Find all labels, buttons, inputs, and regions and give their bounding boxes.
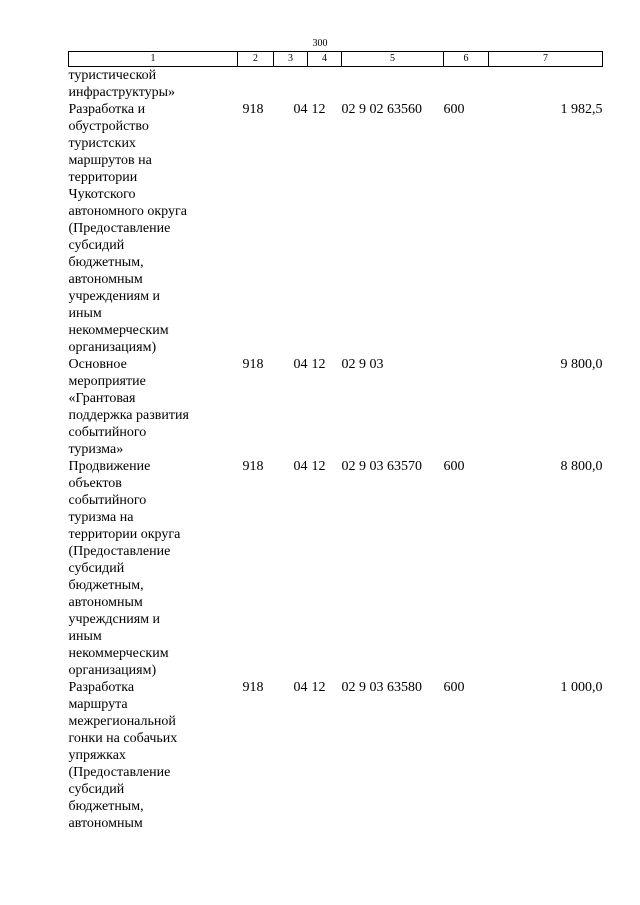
row-name-line: туризма» — [68, 442, 124, 457]
header-col-1: 1 — [69, 52, 238, 67]
row-name-line: субсидий — [68, 782, 125, 797]
row-name-line: межрегиональной — [68, 714, 176, 729]
row-name-line: иным — [68, 306, 102, 321]
row-name-line: некоммерческим — [68, 323, 169, 338]
budget-table — [68, 51, 603, 832]
row-section-code: 04 — [293, 102, 308, 117]
row-section-code: 04 — [293, 357, 308, 372]
row-name — [69, 679, 238, 832]
row-amount: 1 982,5 — [560, 102, 603, 117]
row-name-line: мероприятие — [68, 374, 146, 389]
row-name-line: организациям) — [68, 663, 157, 678]
row-amount — [489, 67, 603, 102]
row-name-line: инфраструктуры» — [68, 85, 176, 100]
row-name-line: автономного округа — [68, 204, 187, 219]
row-name-line: некоммерческим — [68, 646, 169, 661]
row-name-line: маршрута — [68, 697, 128, 712]
row-name-line: Основное — [68, 357, 127, 372]
row-expense-type — [444, 67, 489, 102]
row-name-line: (Предоставление — [68, 765, 171, 780]
row-name-line: автономным — [68, 816, 143, 831]
row-target-article — [342, 67, 444, 102]
table-row — [69, 67, 603, 102]
row-name-line: организациям) — [68, 340, 157, 355]
row-ved-code: 918 — [242, 102, 264, 117]
row-target-article: 02 9 02 63560 — [341, 102, 422, 117]
row-subsection-code — [308, 67, 342, 102]
row-ved-code: 918 — [242, 680, 264, 695]
header-row — [69, 52, 603, 67]
row-name-line: событийного — [68, 493, 147, 508]
header-col-3: 3 — [274, 52, 308, 67]
row-name-line: бюджетным, — [68, 255, 144, 270]
row-name-line: территории — [68, 170, 138, 185]
table-body — [69, 67, 603, 833]
row-name-line: субсидий — [68, 561, 125, 576]
row-target-article: 02 9 03 63580 — [341, 680, 422, 695]
row-name-line: Чукотского — [68, 187, 136, 202]
row-target-article: 02 9 03 — [341, 357, 384, 372]
row-target-article: 02 9 03 63570 — [341, 459, 422, 474]
row-name-line: Продвижение — [68, 459, 151, 474]
row-name-line: (Предоставление — [68, 544, 171, 559]
row-expense-type: 600 — [443, 680, 465, 695]
row-name-line: автономным — [68, 595, 143, 610]
row-name-line: учреждениям и — [68, 289, 161, 304]
row-name-line: иным — [68, 629, 102, 644]
table-row — [69, 356, 603, 458]
row-name-line: туристической — [68, 68, 157, 83]
row-amount: 9 800,0 — [560, 357, 603, 372]
row-name-line: поддержка развития — [68, 408, 189, 423]
row-subsection-code: 12 — [311, 459, 326, 474]
header-col-5: 5 — [342, 52, 444, 67]
header-col-4: 4 — [308, 52, 342, 67]
row-expense-type — [444, 356, 489, 458]
row-name-line: бюджетным, — [68, 578, 144, 593]
row-expense-type: 600 — [443, 459, 465, 474]
table-row — [69, 101, 603, 356]
row-expense-type: 600 — [443, 102, 465, 117]
row-amount: 1 000,0 — [560, 680, 603, 695]
row-ved-code: 918 — [242, 357, 264, 372]
row-name-line: бюджетным, — [68, 799, 144, 814]
row-name-line: автономным — [68, 272, 143, 287]
row-amount: 8 800,0 — [560, 459, 603, 474]
row-name — [69, 67, 238, 102]
row-name-line: обустройство — [68, 119, 149, 134]
row-name — [69, 101, 238, 356]
header-col-6: 6 — [444, 52, 489, 67]
row-subsection-code: 12 — [311, 680, 326, 695]
row-ved-code: 918 — [242, 459, 264, 474]
row-ved-code — [238, 67, 274, 102]
row-name-line: «Грантовая — [68, 391, 136, 406]
row-name-line: туризма на — [68, 510, 134, 525]
row-name-line: учреждсниям и — [68, 612, 161, 627]
row-section-code — [274, 67, 308, 102]
row-name-line: событийного — [68, 425, 147, 440]
row-subsection-code: 12 — [311, 357, 326, 372]
row-name-line: Разработка — [68, 680, 135, 695]
row-name-line: Разработка и — [68, 102, 146, 117]
row-name-line: туристских — [68, 136, 136, 151]
row-name-line: маршрутов на — [68, 153, 152, 168]
row-name-line: гонки на собачьих — [68, 731, 178, 746]
row-name-line: территории округа — [68, 527, 181, 542]
table-row — [69, 458, 603, 679]
row-name — [69, 458, 238, 679]
table-row — [69, 679, 603, 832]
page-number: 300 — [312, 38, 328, 49]
header-col-7: 7 — [489, 52, 603, 67]
row-name-line: (Предоставление — [68, 221, 171, 236]
row-name-line: упряжках — [68, 748, 126, 763]
row-name-line: субсидий — [68, 238, 125, 253]
header-col-2: 2 — [238, 52, 274, 67]
row-subsection-code: 12 — [311, 102, 326, 117]
row-name-line: объектов — [68, 476, 122, 491]
row-name — [69, 356, 238, 458]
row-section-code: 04 — [293, 680, 308, 695]
row-section-code: 04 — [293, 459, 308, 474]
